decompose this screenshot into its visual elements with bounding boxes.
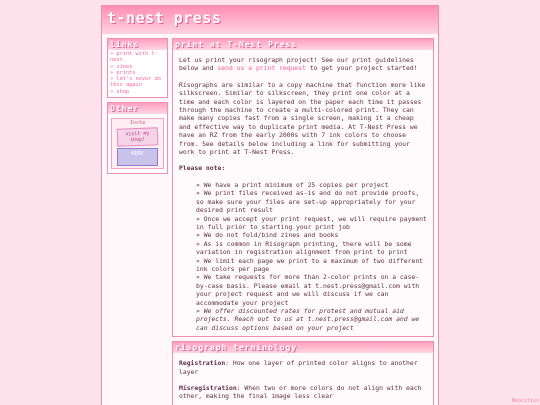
other-heading: Other bbox=[108, 103, 167, 114]
note-item: » We limit each page we print to a maximum of two different ink colors per page bbox=[196, 257, 427, 274]
terminology-panel bbox=[172, 341, 434, 405]
intro-text-before: Let us print your risograph project! See our print guidelines below and bbox=[179, 56, 414, 73]
note-item: » We print files received as-is and do not provide proofs, so make sure your files are set-up appropriately for your desired print result bbox=[196, 189, 427, 214]
print-body bbox=[173, 50, 433, 336]
print-panel bbox=[172, 38, 434, 337]
link-shop[interactable]: » shop bbox=[110, 89, 165, 95]
kerv-sticker-image[interactable]: KERV bbox=[117, 148, 158, 166]
note-item: » Once we accept your print request, we will require payment in full prior to starting your print job bbox=[196, 215, 427, 232]
link-lets-never-do-this-again[interactable]: » let's never do this again bbox=[110, 76, 165, 89]
sidebar bbox=[107, 38, 168, 178]
note-heading: Please note: bbox=[179, 164, 226, 173]
link-zines[interactable]: » zines bbox=[110, 64, 165, 70]
intro-text-after: to get your project started! bbox=[305, 64, 418, 73]
note-item: » We have a print minimum of 25 copies per project bbox=[196, 181, 427, 189]
page-frame bbox=[101, 5, 439, 405]
links-list bbox=[108, 50, 167, 97]
shop-sticker-image[interactable]: visit my shop! bbox=[117, 127, 159, 146]
intro-paragraph bbox=[179, 56, 427, 73]
note-item: » We do not fold/bind zines and books bbox=[196, 231, 427, 239]
term-definition: : When two or more colors do not align with each other, making the final image less clear bbox=[179, 384, 422, 401]
insta-label: Insta bbox=[129, 120, 146, 127]
insta-badge[interactable] bbox=[111, 118, 164, 169]
term-registration bbox=[179, 359, 427, 376]
links-box bbox=[107, 38, 168, 98]
main-content bbox=[172, 38, 434, 405]
terminology-heading: risograph terminology bbox=[173, 342, 433, 353]
print-heading: print at T-Nest Press bbox=[173, 39, 433, 50]
link-prints[interactable]: » prints bbox=[110, 70, 165, 76]
note-item: » As is common in Risograph printing, there will be some variation in registration alignment from print to print bbox=[196, 240, 427, 257]
term-misregistration bbox=[179, 384, 427, 401]
neocities-corner-link[interactable]: Neocities bbox=[511, 398, 539, 404]
terminology-body bbox=[173, 353, 433, 405]
description-paragraph: Risographs are similar to a copy machine that function more like silkscreen. Similar to silkscreen, they print one color at a time and each color is layered on the paper each time it passes through the machine to create a multi-colored print. They can make many copies fast from a single screen, making it a cheap and effective way to duplicate print media. At T-Nest Press we have an RZ from the early 2000s with 7 ink colors to choose from. See details below including a link for submitting your work to print at T-Nest Press. bbox=[179, 80, 426, 157]
other-body bbox=[108, 114, 167, 173]
term-label: Registration bbox=[179, 359, 226, 368]
note-item: » We take requests for more than 2-color prints on a case-by-case basis. Please email at t.nest.press@gmail.com with your project request and we will discuss if we can accommodate your project bbox=[196, 273, 427, 307]
note-item: » We offer discounted rates for protest and mutual aid projects. Reach out to us at t.nest.press@gmail.com and we can discuss options based on your project bbox=[196, 307, 427, 332]
link-print-with-t-nest[interactable]: » print with t-nest bbox=[110, 51, 165, 64]
other-box bbox=[107, 102, 168, 174]
site-banner bbox=[102, 6, 438, 34]
site-title[interactable]: t-nest press bbox=[107, 9, 222, 27]
term-definition: : How one layer of printed color aligns to another layer bbox=[179, 359, 418, 376]
notes-list bbox=[179, 181, 427, 332]
print-request-link[interactable]: send us a print request bbox=[217, 64, 306, 73]
term-label: Misregistration bbox=[179, 384, 237, 392]
links-heading: links bbox=[108, 39, 167, 50]
